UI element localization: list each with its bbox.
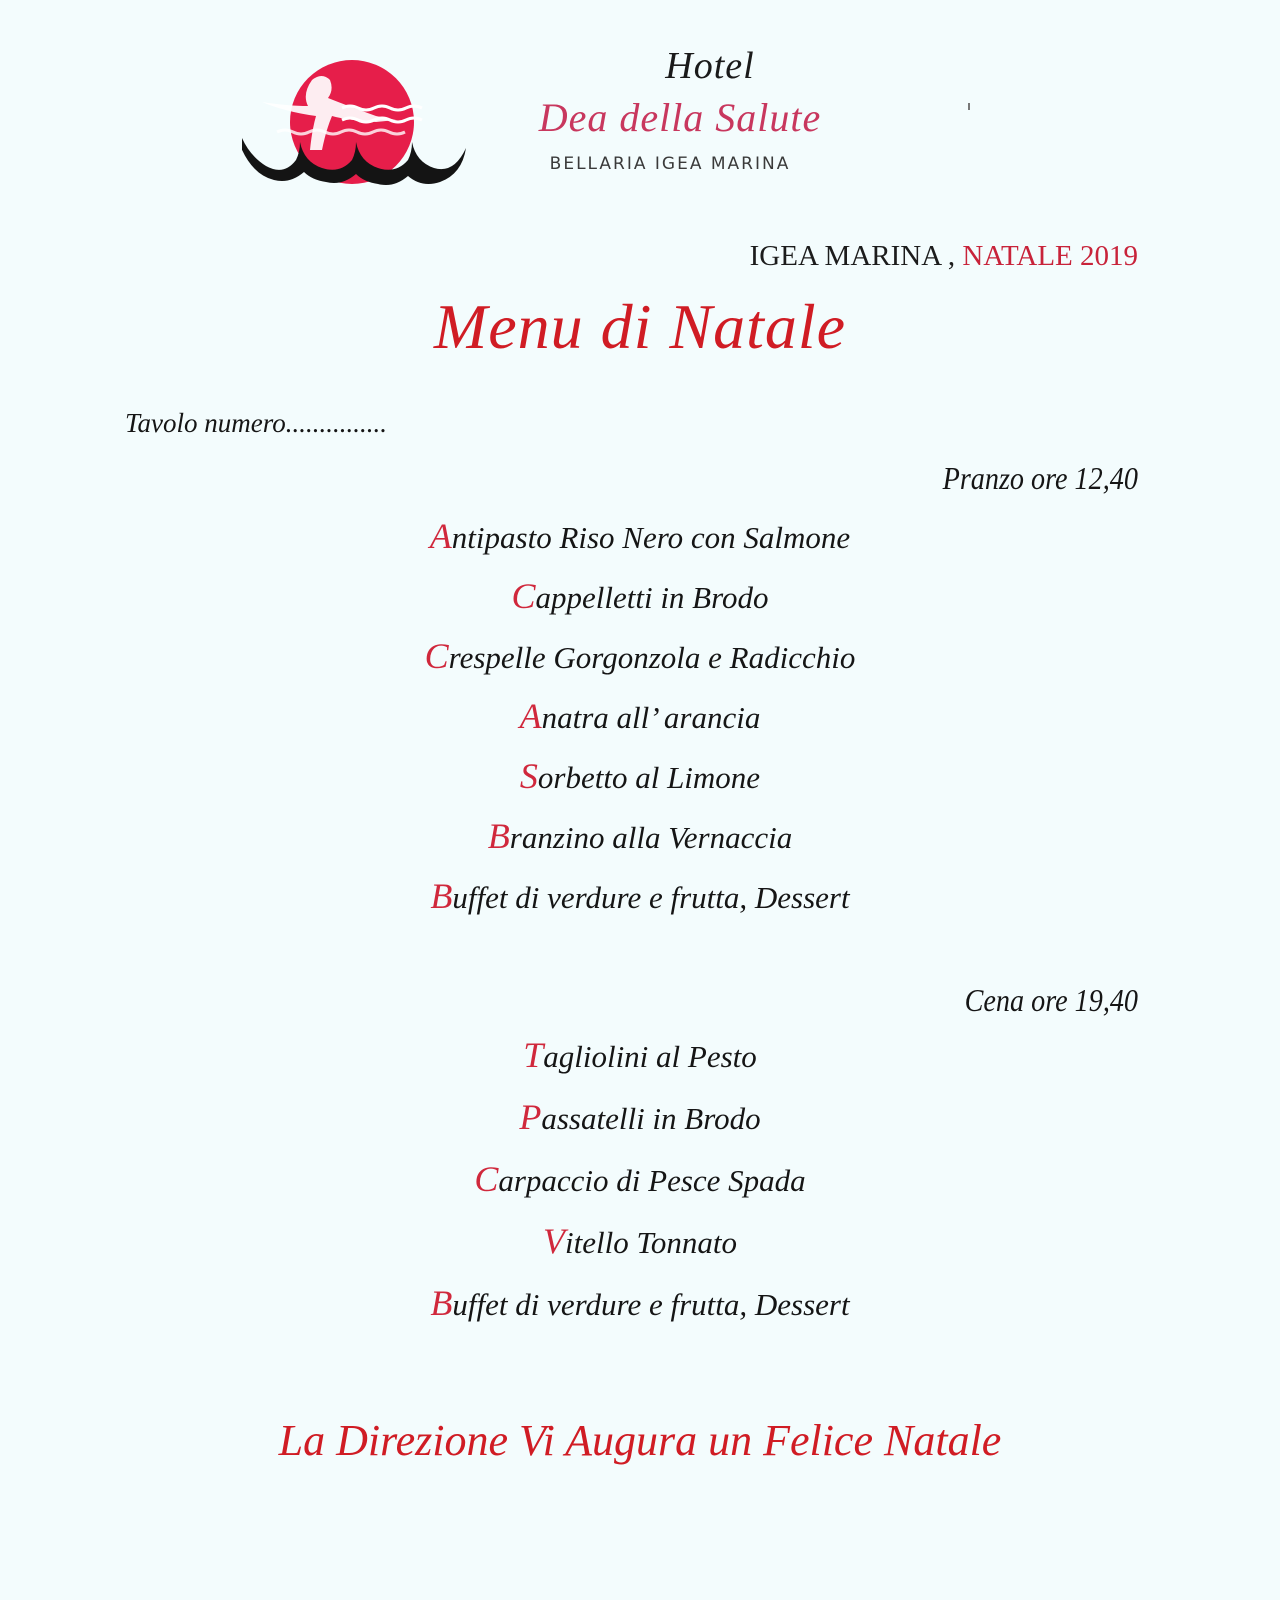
menu-item (0, 626, 1280, 686)
place-text: IGEA MARINA (749, 240, 941, 272)
menu-item (0, 506, 1280, 566)
closing-greeting: La Direzione Vi Augura un Felice Natale (278, 1416, 1002, 1465)
menu-item (0, 1272, 1280, 1334)
brand-location: BELLARIA IGEA MARINA (549, 154, 791, 174)
menu-item (0, 1086, 1280, 1148)
item-initial: P (519, 1097, 542, 1137)
menu-item (0, 1148, 1280, 1210)
item-text: uffet di verdure e frutta, Dessert (452, 1287, 850, 1322)
menu-item (0, 1024, 1280, 1086)
hotel-logo (242, 60, 467, 185)
item-initial: S (519, 756, 538, 796)
lunch-time-label: Pranzo ore 12,40 (942, 460, 1138, 496)
menu-item (0, 686, 1280, 746)
item-text: ranzino alla Vernaccia (509, 820, 793, 855)
item-text: appelletti in Brodo (535, 580, 769, 615)
dinner-menu-list (0, 1024, 1280, 1334)
item-initial: C (511, 576, 536, 616)
item-initial: A (519, 696, 542, 736)
item-initial: B (430, 1283, 453, 1323)
item-text: arpaccio di Pesce Spada (498, 1163, 806, 1198)
dinner-time-label: Cena ore 19,40 (964, 982, 1138, 1018)
item-text: natra all’ arancia (541, 700, 761, 735)
item-text: uffet di verdure e frutta, Dessert (452, 880, 850, 915)
menu-item (0, 1210, 1280, 1272)
item-text: agliolini al Pesto (543, 1039, 757, 1074)
item-text: respelle Gorgonzola e Radicchio (448, 640, 856, 675)
item-text: assatelli in Brodo (541, 1101, 761, 1136)
table-number-field: Tavolo numero............... (125, 408, 388, 438)
item-initial: T (523, 1035, 544, 1075)
brand-name: Dea della Salute (538, 95, 822, 140)
item-initial: A (429, 516, 452, 556)
item-text: itello Tonnato (565, 1225, 737, 1260)
place-date-line (750, 240, 1138, 273)
item-text: orbetto al Limone (537, 760, 761, 795)
place-separator: , (940, 240, 963, 272)
occasion-year: NATALE 2019 (962, 240, 1138, 272)
menu-item (0, 566, 1280, 626)
item-initial: C (474, 1159, 499, 1199)
menu-item (0, 806, 1280, 866)
brand-hotel-label: Hotel (665, 45, 755, 87)
item-initial: C (424, 636, 449, 676)
item-initial: B (430, 876, 453, 916)
item-text: ntipasto Riso Nero con Salmone (451, 520, 851, 555)
lunch-menu-list (0, 506, 1280, 926)
mermaid-sun-waves-icon (242, 60, 467, 185)
item-initial: B (487, 816, 510, 856)
menu-title: Menu di Natale (433, 291, 847, 362)
menu-item (0, 746, 1280, 806)
menu-item (0, 866, 1280, 926)
scan-artifact-mark (968, 103, 970, 110)
item-initial: V (543, 1221, 566, 1261)
